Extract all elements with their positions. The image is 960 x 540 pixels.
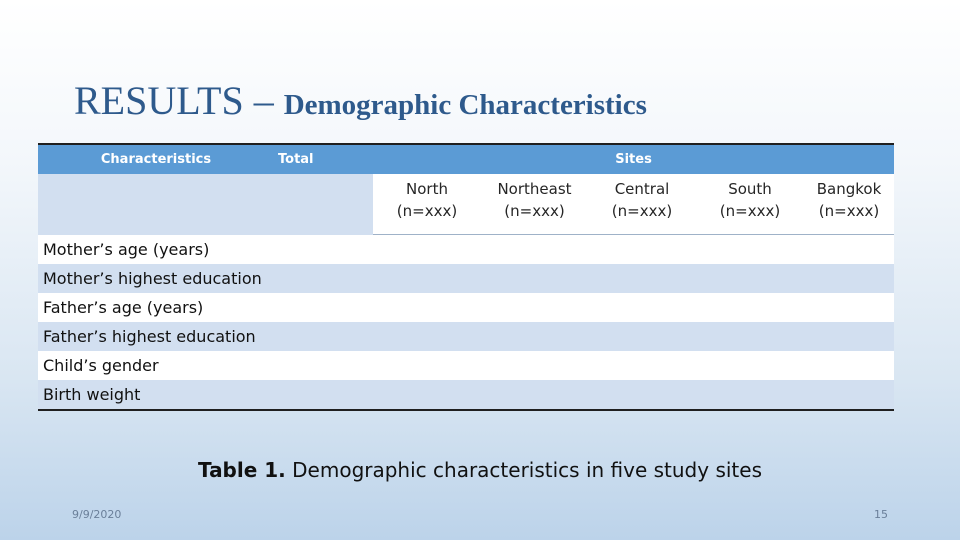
slide-title-main: RESULTS – — [74, 78, 284, 124]
site-name: Northeast — [497, 180, 572, 198]
table-row — [38, 235, 894, 265]
table-row — [38, 293, 894, 322]
site-central — [588, 174, 696, 235]
subheader-blank-total — [274, 174, 373, 235]
site-count: (n=xxx) — [818, 202, 880, 220]
site-count: (n=xxx) — [719, 202, 781, 220]
row-label: Father’s highest education — [38, 322, 274, 351]
row-label: Child’s gender — [38, 351, 274, 380]
site-north — [373, 174, 481, 235]
footer-date: 9/9/2020 — [72, 508, 122, 521]
row-label: Father’s age (years) — [38, 293, 274, 322]
site-northeast — [481, 174, 588, 235]
site-count: (n=xxx) — [396, 202, 458, 220]
site-south — [696, 174, 804, 235]
site-count: (n=xxx) — [611, 202, 673, 220]
site-bangkok — [804, 174, 894, 235]
table-header-row — [38, 144, 894, 174]
row-label: Birth weight — [38, 380, 274, 410]
table-caption — [0, 458, 960, 482]
table-row — [38, 380, 894, 410]
site-name: Central — [614, 180, 670, 198]
site-count: (n=xxx) — [504, 202, 565, 220]
slide-title-sub: Demographic Characteristics — [283, 89, 647, 122]
table-row — [38, 351, 894, 380]
site-subheader-row — [38, 174, 894, 235]
site-name: Bangkok — [816, 180, 882, 198]
row-label: Mother’s age (years) — [38, 235, 274, 265]
slide-title — [74, 77, 647, 124]
subheader-blank-characteristics — [38, 174, 274, 235]
caption-label: Table 1. — [198, 458, 286, 482]
row-label: Mother’s highest education — [38, 264, 274, 293]
header-sites: Sites — [373, 144, 894, 174]
slide-number: 15 — [874, 508, 888, 521]
caption-text: Demographic characteristics in five study sites — [285, 458, 762, 482]
table-row — [38, 264, 894, 293]
site-name: South — [728, 180, 772, 198]
header-total: Total — [274, 144, 373, 174]
table-row — [38, 322, 894, 351]
header-characteristics: Characteristics — [38, 144, 274, 174]
demographics-table — [38, 143, 894, 411]
site-name: North — [406, 180, 448, 198]
